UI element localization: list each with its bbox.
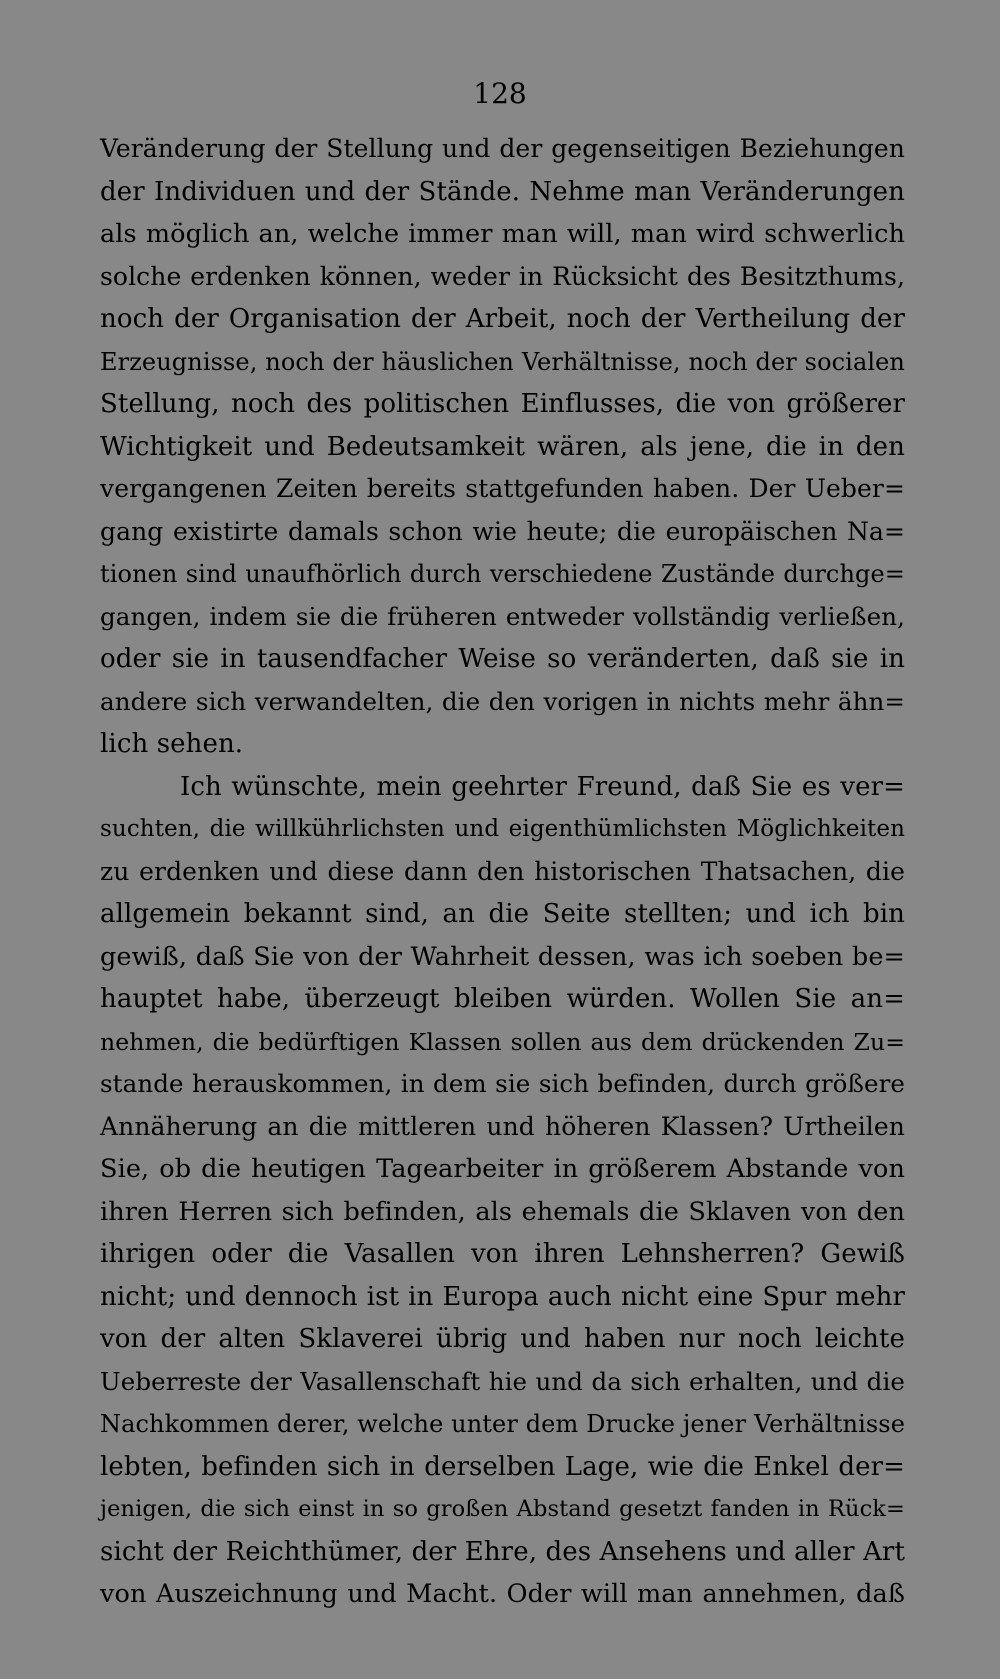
text-line: ihrigen oder die Vasallen von ihren Lehnsherren? Gewiß [100, 1239, 905, 1269]
text-line: als möglich an, welche immer man will, man wird schwerlich [100, 219, 905, 249]
page-number: 128 [473, 77, 527, 110]
text-line: ihren Herren sich befinden, als ehemals die Sklaven von den [100, 1196, 905, 1227]
paragraph-end-line: lich sehen. [100, 729, 244, 759]
text-line: suchten, die willkührlichsten und eigenthümlichsten Möglichkeiten [100, 816, 905, 842]
text-line: hauptet habe, überzeugt bleiben würden. Wollen Sie an= [100, 984, 905, 1014]
text-line: jenigen, die sich einst in so großen Abstand gesetzt fanden in Rück= [100, 1496, 905, 1522]
text-line: Annäherung an die mittleren und höheren Klassen? Urtheilen [100, 1111, 905, 1141]
text-line: solche erdenken können, weder in Rücksicht des Besitzthums, [100, 261, 905, 291]
text-line: allgemein bekannt sind, an die Seite stellten; und ich bin [100, 899, 905, 929]
text-line: stande herauskommen, in dem sie sich befinden, durch größere [100, 1069, 905, 1098]
text-line: nicht; und dennoch ist in Europa auch nicht eine Spur mehr [100, 1281, 905, 1312]
text-line: noch der Organisation der Arbeit, noch der Vertheilung der [100, 304, 905, 334]
paragraph-start-line: Ich wünschte, mein geehrter Freund, daß Sie es ver= [180, 771, 905, 802]
text-line: gang existirte damals schon wie heute; die europäischen Na= [100, 516, 905, 546]
text-line: Erzeugnisse, noch der häuslichen Verhältnisse, noch der socialen [100, 347, 905, 376]
text-line: zu erdenken und diese dann den historischen Thatsachen, die [100, 856, 905, 886]
body-text [100, 128, 905, 1616]
text-line: gewiß, daß Sie von der Wahrheit dessen, was ich soeben be= [100, 941, 905, 972]
text-line: lebten, befinden sich in derselben Lage, wie die Enkel der= [100, 1451, 905, 1482]
text-line: von der alten Sklaverei übrig und haben nur noch leichte [100, 1324, 905, 1354]
text-line: sicht der Reichthümer, der Ehre, des Ansehens und aller Art [100, 1536, 905, 1567]
text-line: andere sich verwandelten, die den vorigen in nichts mehr ähn= [100, 686, 905, 716]
text-line: von Auszeichnung und Macht. Oder will man annehmen, daß [100, 1579, 905, 1609]
text-line: der Individuen und der Stände. Nehme man Veränderungen [100, 176, 905, 207]
text-line: oder sie in tausendfacher Weise so veränderten, daß sie in [100, 644, 905, 674]
text-line: Wichtigkeit und Bedeutsamkeit wären, als jene, die in den [100, 431, 905, 462]
text-line: gangen, indem sie die früheren entweder vollständig verließen, [100, 601, 905, 631]
text-line: Sie, ob die heutigen Tagearbeiter in größerem Abstande von [100, 1154, 905, 1184]
text-line: tionen sind unaufhörlich durch verschiedene Zustände durchge= [100, 560, 905, 588]
text-line: vergangenen Zeiten bereits stattgefunden haben. Der Ueber= [100, 474, 905, 503]
text-line: Ueberreste der Vasallenschaft hie und da sich erhalten, und die [100, 1366, 905, 1396]
text-line: Veränderung der Stellung und der gegenseitigen Beziehungen [100, 134, 905, 163]
text-line: nehmen, die bedürftigen Klassen sollen aus dem drückenden Zu= [100, 1027, 905, 1056]
text-line: Stellung, noch des politischen Einflusses, die von größerer [100, 389, 905, 419]
text-line: Nachkommen derer, welche unter dem Drucke jener Verhältnisse [100, 1410, 905, 1438]
